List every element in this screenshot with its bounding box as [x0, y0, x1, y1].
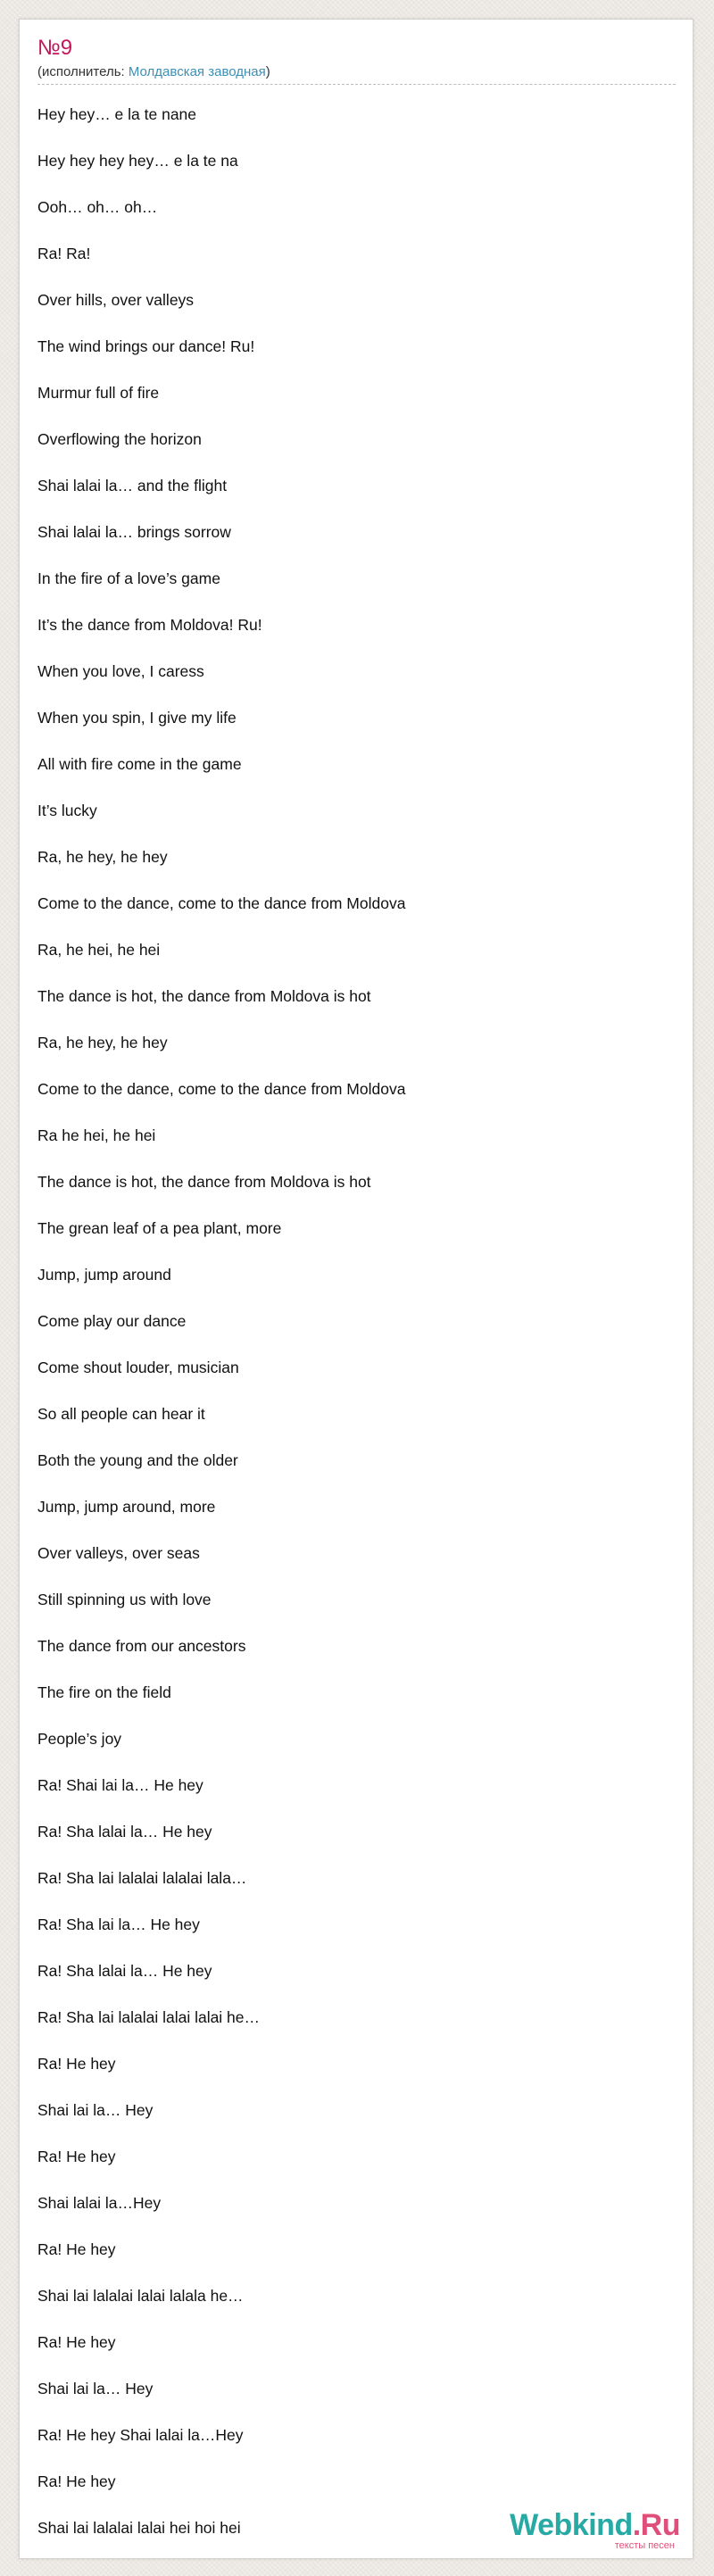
lyric-line: Ra, he hei, he hei: [37, 941, 161, 959]
lyric-line: Come play our dance: [37, 1312, 187, 1330]
lyrics-card: [19, 19, 693, 2559]
song-title: №9: [37, 36, 73, 60]
lyric-line: Ra! Sha lai lalalai lalalai lala…: [37, 1869, 247, 1887]
lyric-line: Ra! He hey: [37, 2472, 116, 2490]
lyric-line: Both the young and the older: [37, 1451, 238, 1469]
lyric-line: Over hills, over valleys: [37, 291, 195, 309]
lyric-line: All with fire come in the game: [37, 755, 242, 773]
lyric-line: Shai lai la… Hey: [37, 2380, 154, 2397]
performer-suffix: ): [265, 64, 270, 79]
lyric-line: Ra! Sha lalai la… He hey: [37, 1823, 212, 1841]
lyric-line: Ra! He hey: [37, 2055, 116, 2073]
lyric-line: Still spinning us with love: [37, 1591, 212, 1608]
lyric-line: Ra, he hey, he hey: [37, 1034, 168, 1051]
performer-link[interactable]: Молдавская заводная: [128, 64, 266, 79]
performer-line: [37, 64, 676, 85]
lyric-line: Ra! He hey: [37, 2333, 116, 2351]
lyric-line: The dance is hot, the dance from Moldova is hot: [37, 1173, 371, 1191]
lyric-line: Ra! Sha lalai la… He hey: [37, 1962, 212, 1980]
lyric-line: Ra! Shai lai la… He hey: [37, 1776, 203, 1794]
logo-tld-text: .Ru: [632, 2508, 680, 2542]
site-logo[interactable]: [510, 2510, 680, 2551]
logo-wordmark: [510, 2510, 680, 2540]
lyric-line: The grean leaf of a pea plant, more: [37, 1219, 282, 1237]
lyric-line: Shai lalai la… brings sorrow: [37, 523, 231, 541]
lyric-line: Over valleys, over seas: [37, 1544, 200, 1562]
lyric-line: Shai lai lalalai lalai lalala he…: [37, 2287, 244, 2305]
lyric-line: Murmur full of fire: [37, 384, 160, 402]
lyric-line: Ra! Sha lai la… He hey: [37, 1915, 200, 1933]
lyric-line: In the fire of a love’s game: [37, 569, 220, 587]
lyric-line: Shai lai lalalai lalai hei hoi hei: [37, 2519, 241, 2537]
lyric-line: So all people can hear it: [37, 1405, 205, 1423]
lyric-line: The wind brings our dance! Ru!: [37, 337, 255, 355]
lyric-line: Come to the dance, come to the dance from Moldova: [37, 1080, 406, 1098]
lyric-line: Hey hey hey hey… e la te na: [37, 152, 238, 170]
lyrics-list: [37, 91, 676, 2551]
lyric-line: Ra! He hey: [37, 2240, 116, 2258]
lyric-line: Jump, jump around, more: [37, 1498, 216, 1516]
lyric-line: Shai lalai la… and the flight: [37, 477, 228, 494]
logo-tagline: тексты песен: [614, 2540, 675, 2551]
lyric-line: Jump, jump around: [37, 1266, 171, 1284]
lyric-line: Ooh… oh… oh…: [37, 198, 158, 216]
lyric-line: Hey hey… e la te nane: [37, 105, 197, 123]
lyric-line: Ra! Ra!: [37, 245, 91, 262]
lyric-line: It’s the dance from Moldova! Ru!: [37, 616, 262, 634]
lyric-line: Overflowing the horizon: [37, 430, 202, 448]
lyric-line: Ra! He hey: [37, 2148, 116, 2165]
lyric-line: Ra, he hey, he hey: [37, 848, 168, 866]
lyric-line: Come shout louder, musician: [37, 1359, 239, 1376]
lyric-line: Shai lai la… Hey: [37, 2101, 154, 2119]
lyric-line: People’s joy: [37, 1730, 122, 1748]
lyric-line: The fire on the field: [37, 1683, 171, 1701]
lyric-line: When you spin, I give my life: [37, 709, 237, 727]
lyric-line: The dance is hot, the dance from Moldova is hot: [37, 987, 371, 1005]
lyric-line: Ra! Sha lai lalalai lalai lalai he…: [37, 2008, 261, 2026]
lyric-line: It’s lucky: [37, 802, 97, 819]
lyric-line: Ra! He hey Shai lalai la…Hey: [37, 2426, 244, 2444]
performer-prefix: (исполнитель:: [37, 64, 129, 79]
lyric-line: Come to the dance, come to the dance from Moldova: [37, 894, 406, 912]
lyric-line: Ra he hei, he hei: [37, 1126, 156, 1144]
lyric-line: The dance from our ancestors: [37, 1637, 246, 1655]
lyric-line: Shai lalai la…Hey: [37, 2194, 162, 2212]
logo-main-text: Webkind: [510, 2508, 633, 2542]
lyric-line: When you love, I caress: [37, 662, 204, 680]
